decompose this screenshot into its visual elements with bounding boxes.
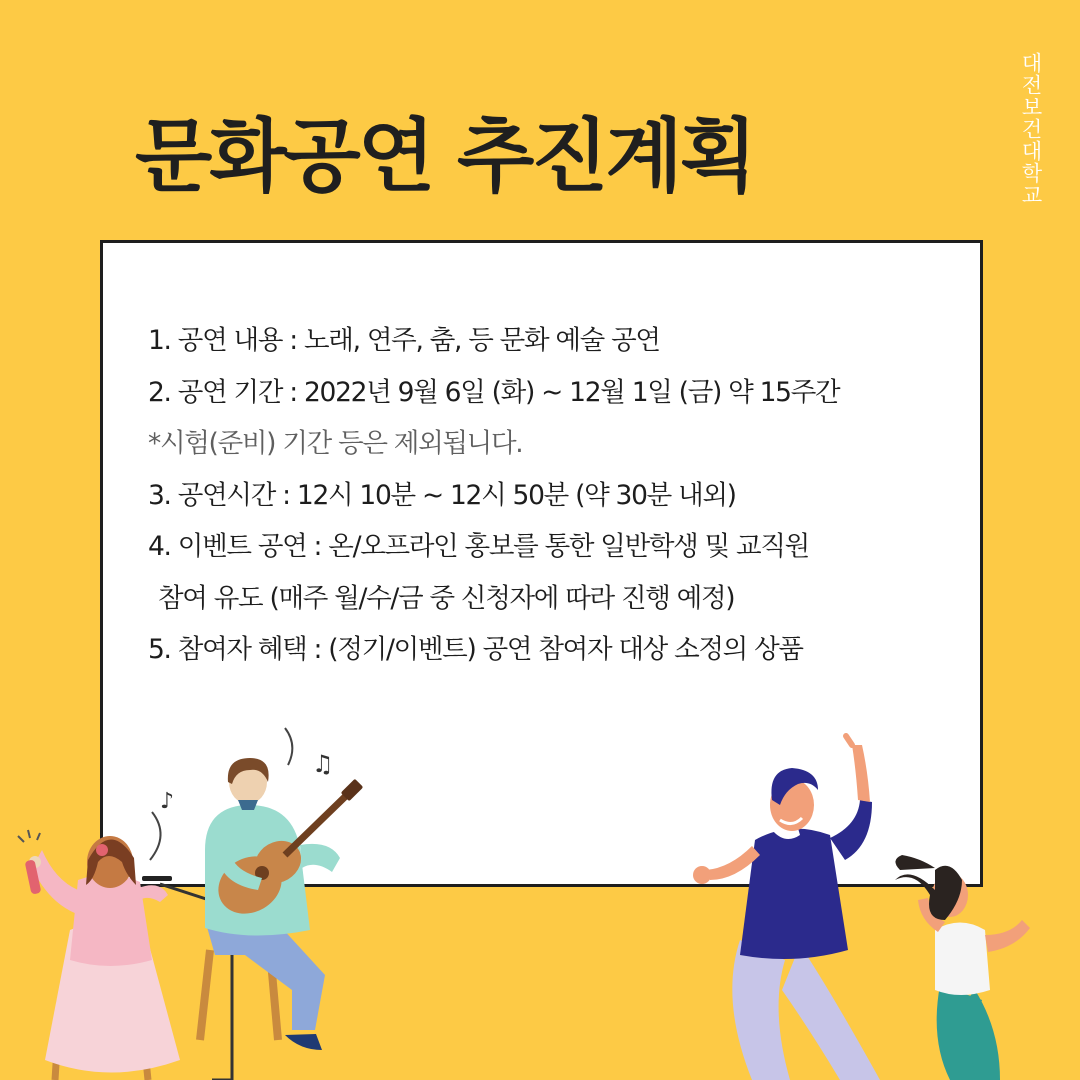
dancer-woman-illustration	[895, 855, 1030, 1080]
svg-text:♪: ♪	[160, 789, 175, 814]
plan-note-exam: *시험(준비) 기간 등은 제외됩니다.	[148, 428, 523, 459]
university-name: 대전보건대학교	[1019, 52, 1043, 206]
plan-item-event: 4. 이벤트 공연 : 온/오프라인 홍보를 통한 일반학생 및 교직원	[148, 531, 809, 562]
page-title: 문화공연 추진계획	[135, 110, 755, 203]
plan-item-benefit: 5. 참여자 혜택 : (정기/이벤트) 공연 참여자 대상 소정의 상품	[148, 634, 803, 665]
guitarist-illustration	[200, 728, 363, 1050]
music-note-icon: ♫	[312, 750, 334, 778]
plan-item-time: 3. 공연시간 : 12시 10분 ~ 12시 50분 (약 30분 내외)	[148, 479, 736, 511]
plan-item-period: 2. 공연 기간 : 2022년 9월 6일 (화) ~ 12월 1일 (금) 약 15주간	[148, 376, 840, 408]
dancer-man-illustration	[693, 736, 880, 1080]
singer-illustration	[18, 789, 240, 1080]
plan-item-event-cont: 참여 유도 (매주 월/수/금 중 신청자에 따라 진행 예정)	[158, 582, 735, 614]
plan-item-content: 1. 공연 내용 : 노래, 연주, 춤, 등 문화 예술 공연	[148, 325, 660, 356]
